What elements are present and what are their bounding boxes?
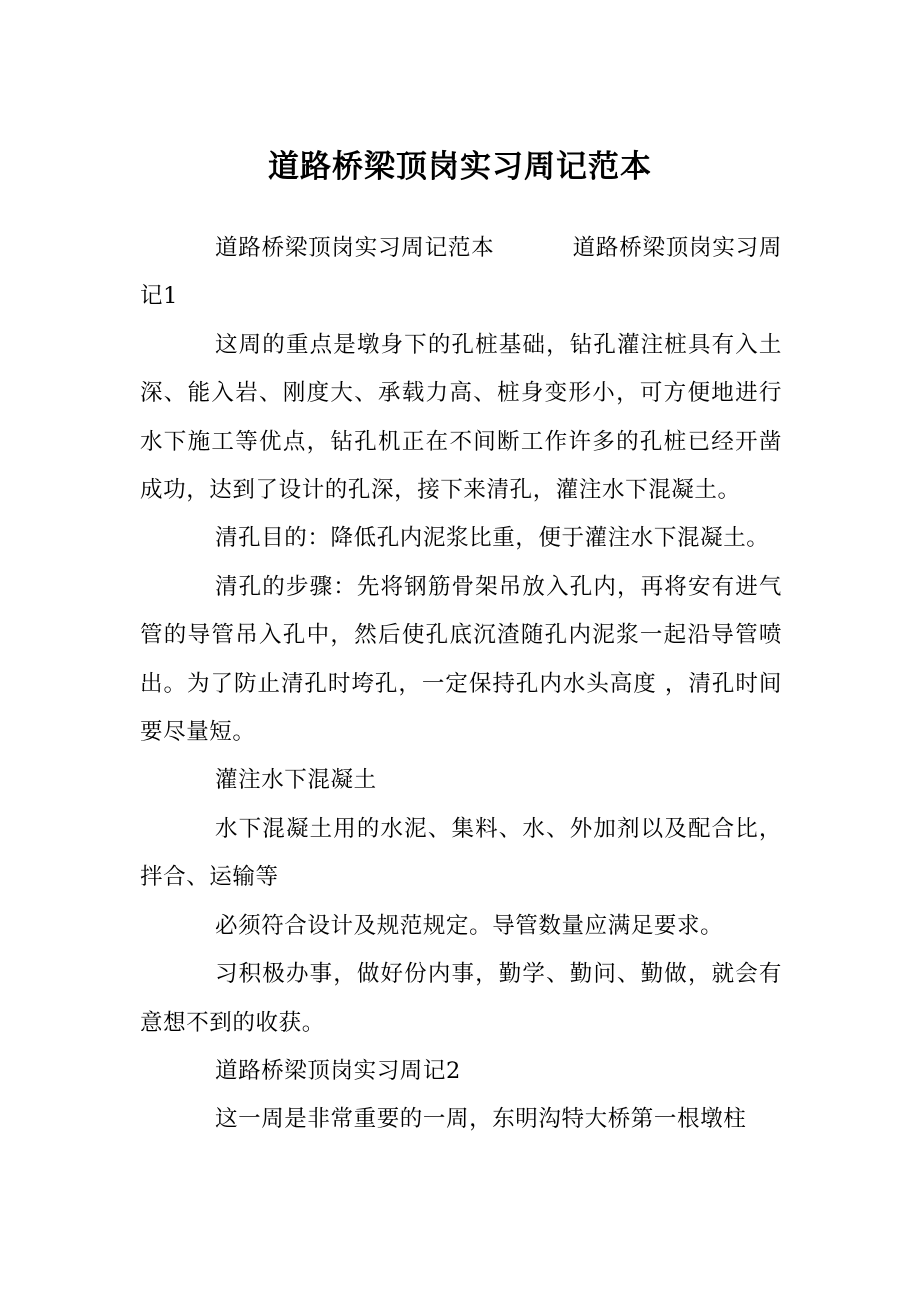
paragraph-concrete-materials: 水下混凝土用的水泥、集料、水、外加剂以及配合比，拌合、运输等 (140, 815, 782, 891)
week-1-heading: 道路桥梁顶岗实习周记1 (140, 235, 783, 310)
document-body (140, 224, 782, 1144)
paragraph-cleaning-purpose: 清孔目的：降低孔内泥浆比重，便于灌注水下混凝土。 (215, 525, 770, 552)
intro-paragraph (140, 224, 782, 321)
paragraph-attitude: 习积极办事，做好份内事，勤学、勤问、勤做，就会有意想不到的收获。 (140, 961, 782, 1036)
paragraph-week-2-start: 这一周是非常重要的一周，东明沟特大桥第一根墩柱 (215, 1106, 747, 1133)
paragraph-pile-foundation: 这周的重点是墩身下的孔桩基础，钻孔灌注桩具有入土深、能入岩、刚度大、承载力高、桩身变形小，可方便地进行水下施工等优点，钻孔机正在不间断工作许多的孔桩已经开凿成功，达到了设计的孔深，接下来清孔，灌注水下混凝土。 (140, 331, 782, 504)
document-title: 道路桥梁顶岗实习周记范本 (268, 149, 652, 185)
week-2-heading: 道路桥梁顶岗实习周记2 (215, 1057, 461, 1084)
paragraph-requirements: 必须符合设计及规范规定。导管数量应满足要求。 (215, 912, 724, 939)
paragraph-concrete-heading: 灌注水下混凝土 (215, 767, 377, 794)
intro-title-text: 道路桥梁顶岗实习周记范本 (215, 235, 495, 261)
paragraph-cleaning-steps: 清孔的步骤：先将钢筋骨架吊放入孔内，再将安有进气管的导管吊入孔中，然后使孔底沉渣随孔内泥浆一起沿导管喷出。为了防止清孔时垮孔，一定保持孔内水头高度 ，清孔时间要尽量短。 (140, 573, 782, 746)
